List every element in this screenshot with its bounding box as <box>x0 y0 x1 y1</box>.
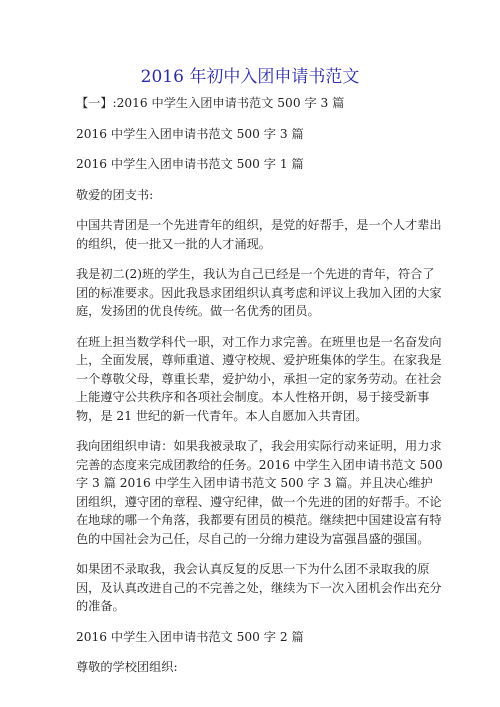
paragraph-heading-2: 2016 中学生入团申请书范文 500 字 3 篇 <box>76 126 304 141</box>
document-body <box>76 94 444 677</box>
paragraph-body-5: 如果团不录取我，我会认真反复的反思一下为什么团不录取我的原因，及认真改进自己的不完善之处，继续为下一次入团机会作出充分的准备。 <box>76 562 442 613</box>
paragraph-salutation: 敬爱的团支书: <box>76 187 154 202</box>
document-title: 2016 年初中入团申请书范文 <box>140 67 360 87</box>
paragraph-heading-4: 2016 中学生入团申请书范文 500 字 2 篇 <box>76 629 304 644</box>
paragraph-heading-3: 2016 中学生入团申请书范文 500 字 1 篇 <box>76 157 304 171</box>
paragraph-heading-1: 【一】:2016 中学生入团申请书范文 500 字 3 篇 <box>76 96 345 110</box>
paragraph-body-1: 中国共青团是一个先进青年的组织，是党的好帮手，是一个人才辈出的组织，使一批又一批的人才涌现。 <box>76 218 442 251</box>
paragraph-body-4: 我向团组织申请：如果我被录取了，我会用实际行动来证明，用力求完善的态度来完成团教给的任务。2016 中学生入团申请书范文 500 字 3 篇 2016 中学生入团申请书范文 500 字 3 篇。并且决心维护团组织，遵守团的章程、遵守纪律，做一个先进的团的好帮手。不论在地球的哪一个角落，我都要有团员的模范。继续把中国建设富有特色的中国社会为己任，尽自己的一分绵力建设为富强昌盛的强国。 <box>76 439 443 546</box>
paragraph-salutation-2: 尊敬的学校团组织: <box>76 660 178 674</box>
paragraph-body-3: 在班上担当数学科代一职，对工作力求完善。在班里也是一名奋发向上，全面发展，尊师重道、遵守校规、爱护班集体的学生。在家我是一个尊敬父母，尊重长辈，爱护幼小，承担一定的家务劳动。在社会上能遵守公共秩序和各项社会制度。本人性格开朗，易于接受新事物，是 21 世纪的新一代青年。本人自愿加入共青团。 <box>76 334 442 423</box>
paragraph-body-2: 我是初二(2)班的学生，我认为自己已经是一个先进的青年，符合了团的标准要求。因此我恳求团组织认真考虑和评议上我加入团的大家庭，发扬团的优良传统。做一名优秀的团员。 <box>76 267 442 318</box>
